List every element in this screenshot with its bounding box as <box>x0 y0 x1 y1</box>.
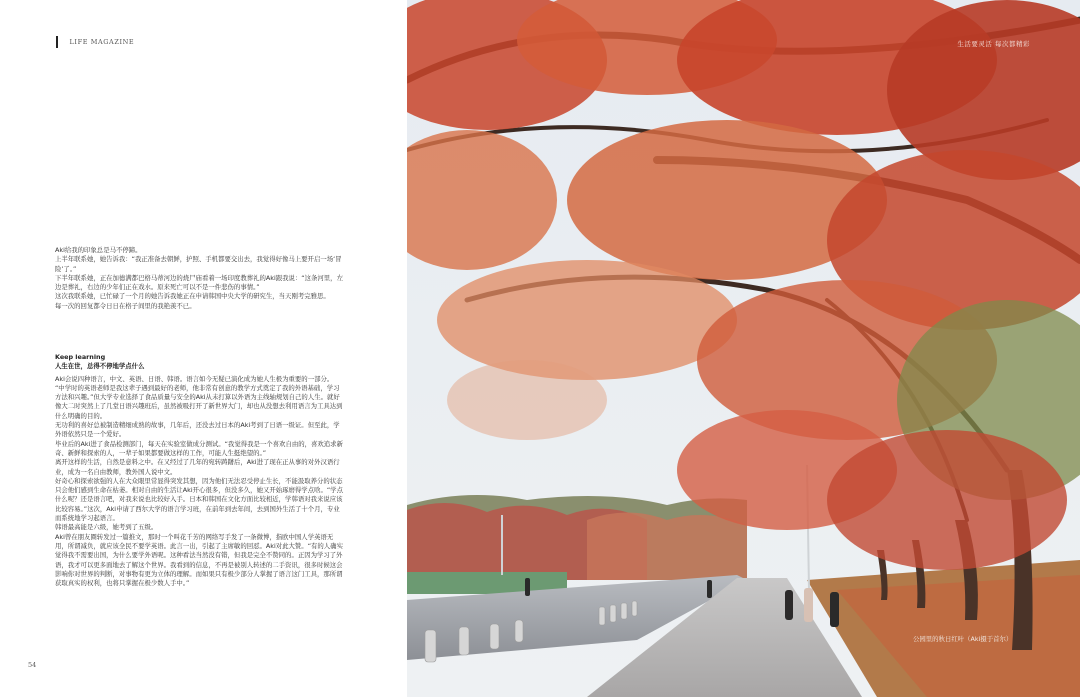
section-subtitle: 人生在世，总得不停地学点什么 <box>55 362 145 371</box>
magazine-header <box>56 36 134 48</box>
body-paragraph: 无功利的喜好总被制造精细成熟的故事，几年后，还没去过日本的Aki考到了日语一级证。但至此，学外语依然只是一个爱好。 <box>55 421 340 439</box>
photo-caption: 公园里的秋日红叶（Aki摄于首尔） <box>913 635 1013 643</box>
photo-header-text: 生活要灵活 每次都精彩 <box>957 40 1030 48</box>
intro-paragraph: 这次我联系她，已忙碌了一个月的她告诉我她正在申请韩国中央大学的研究生，当天刚考完雅思。 <box>55 292 330 301</box>
keep-learning-section <box>55 353 344 588</box>
magazine-title: LIFE MAGAZINE <box>69 38 135 46</box>
intro-paragraph: 下半年联系她，正在加德满都巴格马蒂河边的烧尸庙看着一场印度教葬礼的Aki跟我说：“这条河里，左边是葬礼，右边的少年们正在戏水。原来死亡可以不是一件悲伤的事情。” <box>55 273 343 292</box>
body-paragraph: Aki曾在朋友圈转发过一篇推文，那时一个叫花千芳的网络写手发了一条微博，指欧中国人学英语无用，所谓减负，就应该全民不要学英语。此言一出，引起了主席敏的回怼。Aki对此大赞。“有的人确实觉得我不需要出国，为什么要学外语呢。这种看法当然没有错，但我是完全不赞同的。正因为学习了外语，我才可以更多面地去了解这个世界。我看到的信息，不再是被别人转述的二手资讯，很多时候这会影响你对世界的判断，对事物有更为立体的理解。而如果只有极少部分人掌握了语言这门工具，那所谓获取真实的权利，也将只掌握在极少数人手中。” <box>55 532 343 588</box>
intro-paragraph: 上半年联系她，她告诉我：“我正准备去朝鲜，护照、手机都要交出去，我觉得好像马上要开启一场‘冒险’了。” <box>55 255 342 273</box>
page-number: 54 <box>28 661 37 669</box>
body-paragraph: 离开这样的生活，自然是意料之中。在又经过了几年的宛转踌躇后，Aki进了现在正从事的对外汉语行业，成为一名自由教师，教外国人说中文。 <box>55 458 340 476</box>
left-page <box>0 0 407 697</box>
intro-paragraph: 每一次的回复都令日日在格子间里的我艳羡不已。 <box>55 301 196 310</box>
body-paragraph: “中学时的英语老师是我这辈子遇到最好的老师，他非常有创意的教学方式奠定了我的外语基础，学习方法和兴趣。”但大学专业选择了食品质量与安全的Aki从未打算以外语为主线轴规划自己的人生。就好像大二时突然上了几堂日语兴趣班后，虽然被吸打开了新世界大门，却也从没想去利用语言为工具达到什么明确的目的。 <box>55 383 343 420</box>
body-paragraph: 好奇心和探索欲强的人在大众眼里常显得突发其想，因为他们无法忍受停止生长，不能汲取养分的状态只会他们感到生命在枯萎。相对自由的生活让Aki开心很多，但没多久，她又开始琢磨得学点啥。“学点什么呢？还是语言吧，对我来说也比较好入手。日本和韩国在文化方面比较相近，学韩语对我来说应该比较容易。”这次，Aki申请了西尔大学的语言学习班，在前年到去年间，去到国外生活了十个月，专业而系统地学习起语言。 <box>55 476 343 523</box>
intro-paragraph: Aki给我的印象总是马不停蹄。 <box>55 246 142 254</box>
intro-text <box>55 246 344 311</box>
autumn-foliage-photo <box>407 0 1080 697</box>
header-bar-divider <box>56 36 58 48</box>
photo-illustration <box>407 0 1080 697</box>
distant-orange-trees <box>587 513 747 581</box>
section-kicker: Keep learning <box>55 353 106 361</box>
body-paragraph: 毕业后的Aki进了食品检测部门，每天在实验室做成分测试。“我觉得我是一个喜欢自由的，喜欢追求新奇、新鲜和探索的人，一辈子如果都要做这样的工作，可能人生挺绝望的。” <box>55 439 343 457</box>
body-paragraph: 韩语最高能是六级，她考到了五级。 <box>55 523 158 532</box>
body-paragraph: Aki会说四种语言，中文、英语、日语、韩语。语言如今无疑已演化成为她人生极为重要的一部分。 <box>55 374 334 383</box>
